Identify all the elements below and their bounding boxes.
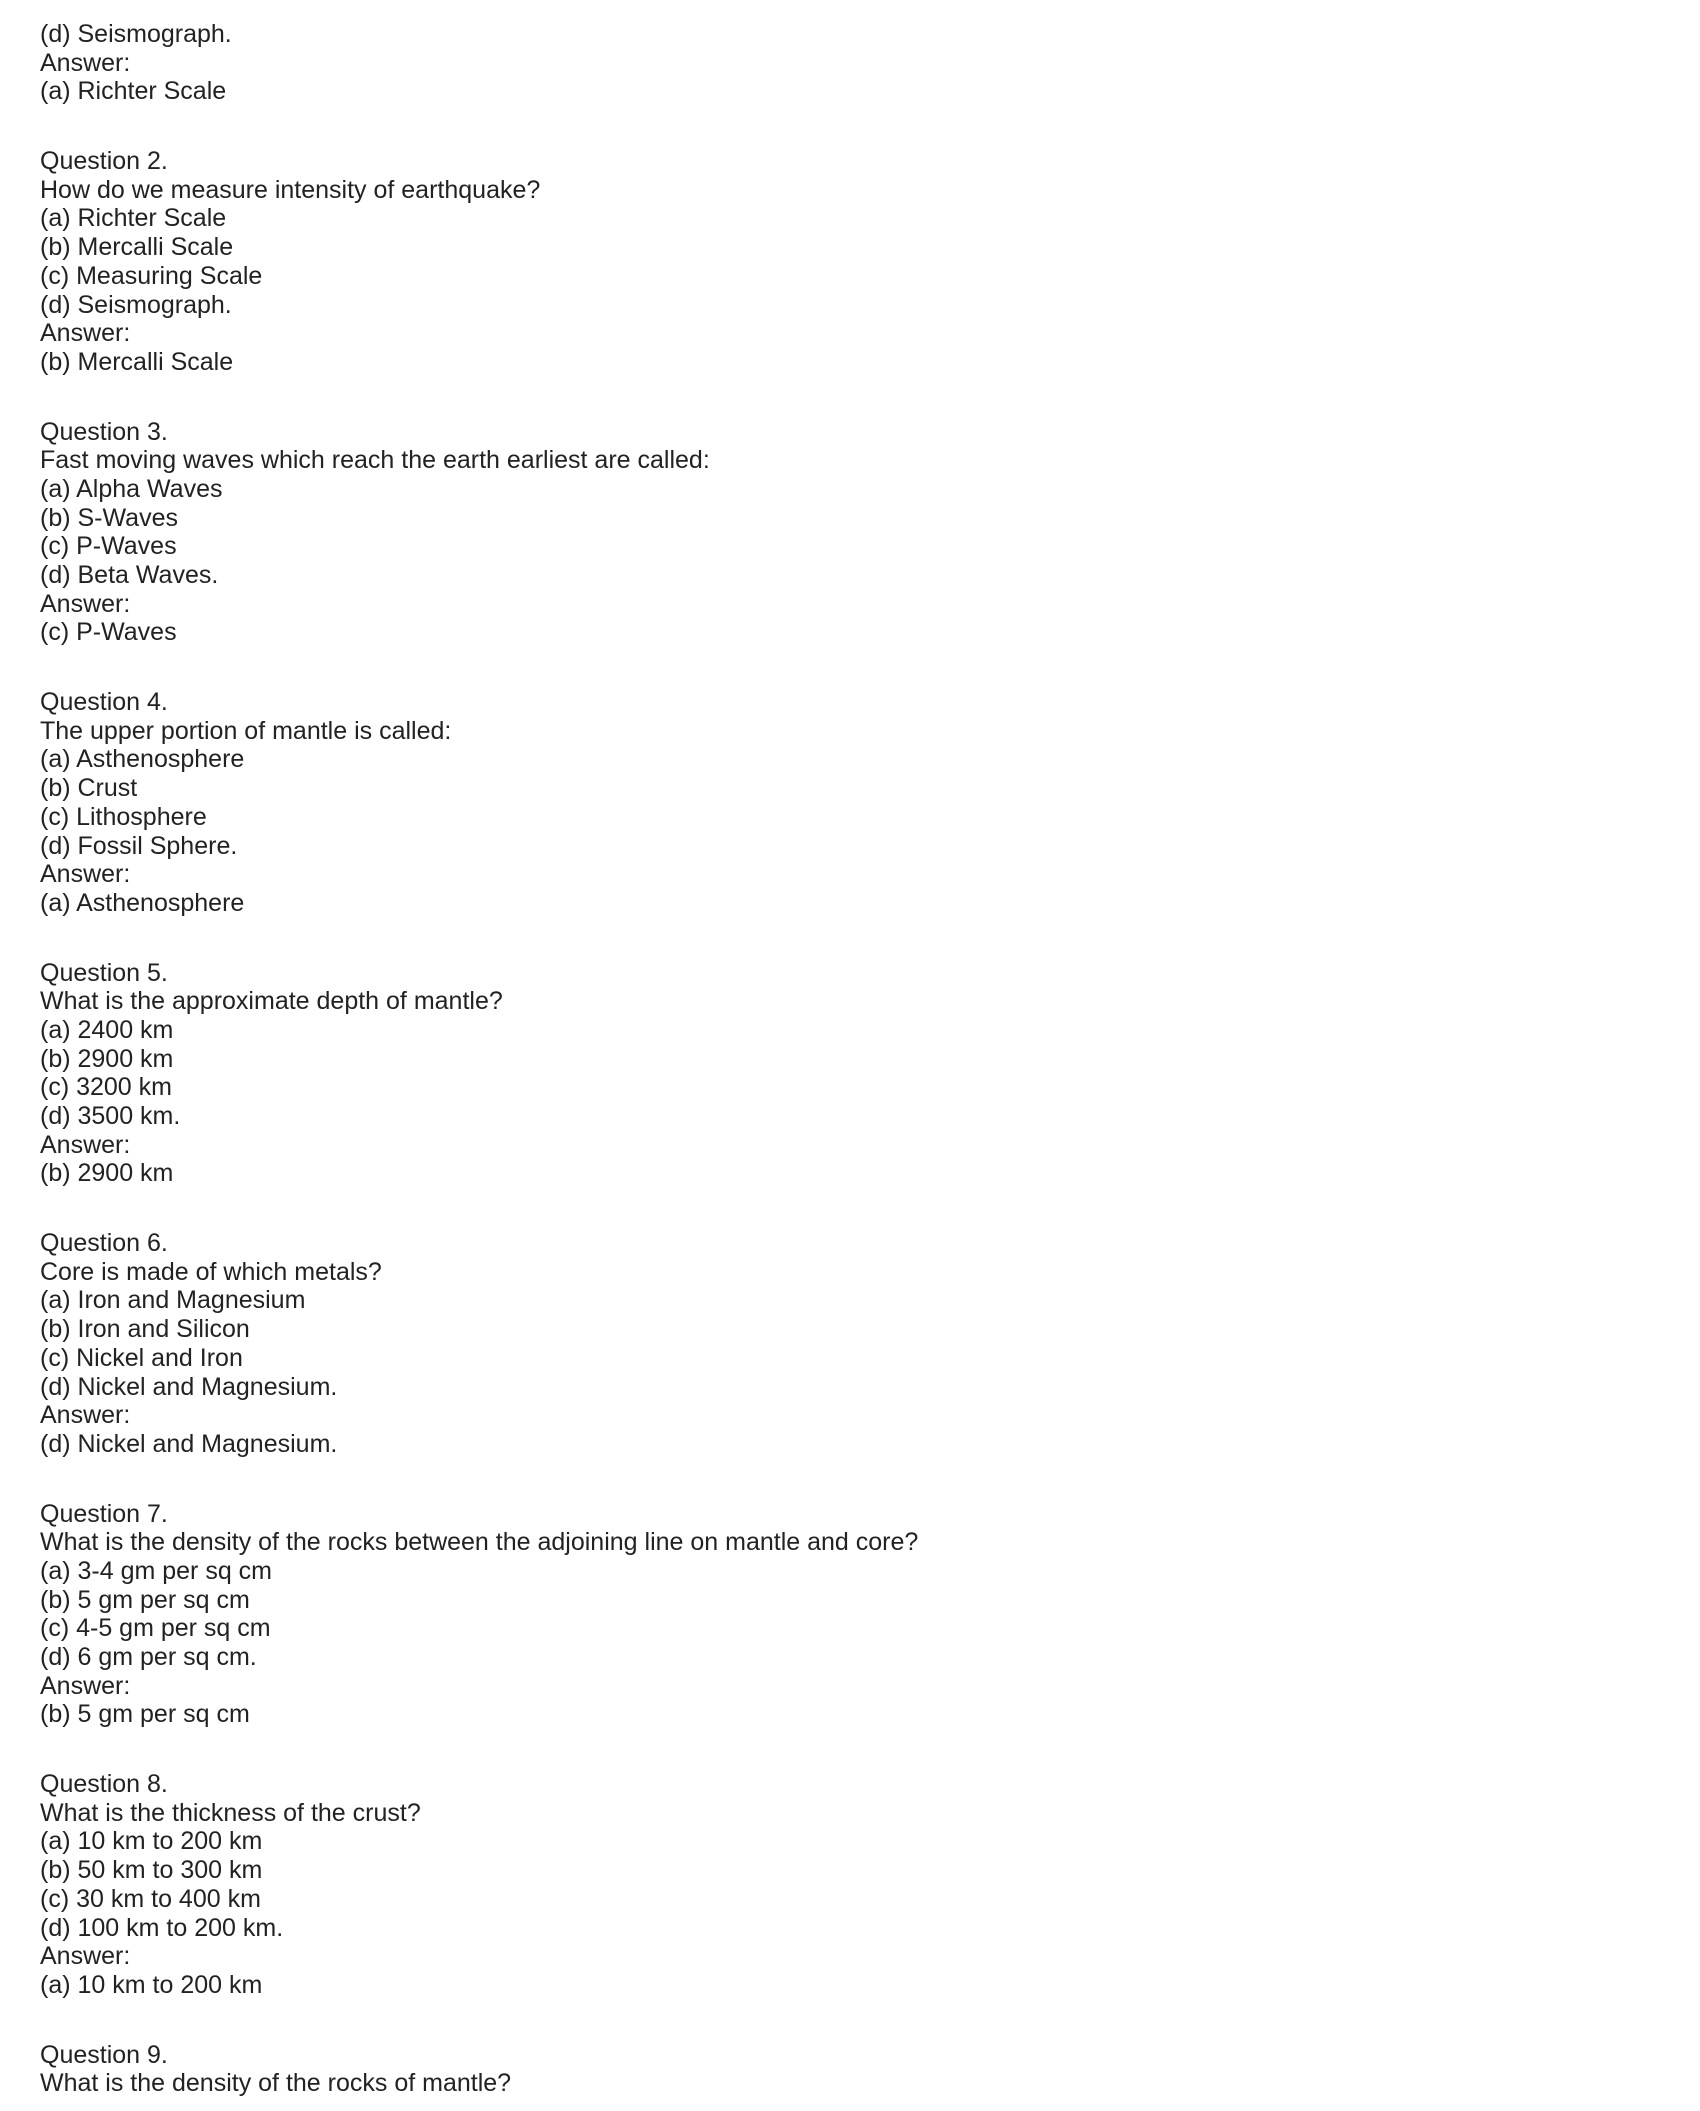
answer-label: Answer: [40,1671,131,1700]
answer-text: (b) Mercalli Scale [40,347,234,376]
question-block [40,1500,1640,1730]
option-a: (a) Asthenosphere [40,745,245,774]
question-prompt: How do we measure intensity of earthquake? [40,175,541,204]
option-b: (b) Mercalli Scale [40,233,234,262]
spacer [40,1459,1640,1500]
option-c: (c) Nickel and Iron [40,1343,243,1372]
option-line: (d) Seismograph. [40,20,232,48]
spacer [40,918,1640,959]
question-label: Question 9. [40,2040,168,2069]
option-d: (d) Beta Waves. [40,561,219,589]
option-a: (a) Iron and Magnesium [40,1286,306,1315]
intro-block [40,20,1640,106]
option-d: (d) Fossil Sphere. [40,831,238,860]
answer-text: (b) 2900 km [40,1159,174,1188]
option-c: (c) 3200 km [40,1073,172,1102]
answer-text: (c) P-Waves [40,618,177,647]
answer-label: Answer: [40,319,131,348]
question-label: Question 2. [40,147,168,176]
option-b: (b) Crust [40,774,138,803]
answer-label: Answer: [40,1942,131,1971]
document-page [40,20,1640,2098]
answer-label: Answer: [40,860,131,889]
question-label: Question 5. [40,958,168,987]
answer-text: (a) Richter Scale [40,77,227,106]
question-label: Question 3. [40,417,168,446]
option-c: (c) Lithosphere [40,802,207,831]
option-d: (d) Seismograph. [40,290,232,319]
question-block [40,418,1640,648]
question-block [40,1229,1640,1459]
option-b: (b) Iron and Silicon [40,1315,250,1344]
answer-text: (a) Asthenosphere [40,888,245,917]
spacer [40,2000,1640,2041]
question-label: Question 8. [40,1770,168,1799]
question-block [40,959,1640,1189]
option-d: (d) 6 gm per sq cm. [40,1643,257,1671]
spacer [40,377,1640,418]
spacer [40,647,1640,688]
spacer [40,1729,1640,1770]
answer-text: (d) Nickel and Magnesium. [40,1429,338,1458]
question-label: Question 7. [40,1499,168,1528]
question-prompt: What is the density of the rocks between the adjoining line on mantle and core? [40,1528,919,1557]
spacer [40,1188,1640,1229]
option-c: (c) 4-5 gm per sq cm [40,1614,271,1643]
option-a: (a) Richter Scale [40,204,227,233]
spacer [40,106,1640,147]
question-prompt: What is the density of the rocks of mantle? [40,2069,512,2098]
option-c: (c) P-Waves [40,532,177,561]
option-b: (b) 2900 km [40,1044,174,1073]
answer-text: (a) 10 km to 200 km [40,1970,263,1999]
option-b: (b) 5 gm per sq cm [40,1585,250,1614]
option-a: (a) 2400 km [40,1015,174,1044]
option-d: (d) Nickel and Magnesium. [40,1372,338,1401]
question-prompt: What is the approximate depth of mantle? [40,987,503,1016]
option-a: (a) Alpha Waves [40,474,223,503]
option-b: (b) S-Waves [40,503,178,532]
question-prompt: What is the thickness of the crust? [40,1798,421,1827]
question-prompt: Core is made of which metals? [40,1257,382,1286]
option-d: (d) 100 km to 200 km. [40,1913,284,1942]
question-block [40,147,1640,377]
option-d: (d) 3500 km. [40,1102,181,1130]
answer-label: Answer: [40,1130,131,1159]
question-block [40,1770,1640,2000]
question-label: Question 6. [40,1229,168,1258]
answer-text: (b) 5 gm per sq cm [40,1700,250,1729]
question-block [40,2041,1640,2098]
question-block [40,688,1640,918]
option-c: (c) Measuring Scale [40,261,263,290]
option-b: (b) 50 km to 300 km [40,1856,263,1885]
question-prompt: Fast moving waves which reach the earth earliest are called: [40,446,710,475]
question-prompt: The upper portion of mantle is called: [40,716,452,745]
answer-label: Answer: [40,589,131,618]
answer-label: Answer: [40,1401,131,1430]
option-a: (a) 3-4 gm per sq cm [40,1556,273,1585]
option-a: (a) 10 km to 200 km [40,1827,263,1856]
answer-label: Answer: [40,48,131,77]
question-label: Question 4. [40,688,168,717]
option-c: (c) 30 km to 400 km [40,1884,261,1913]
